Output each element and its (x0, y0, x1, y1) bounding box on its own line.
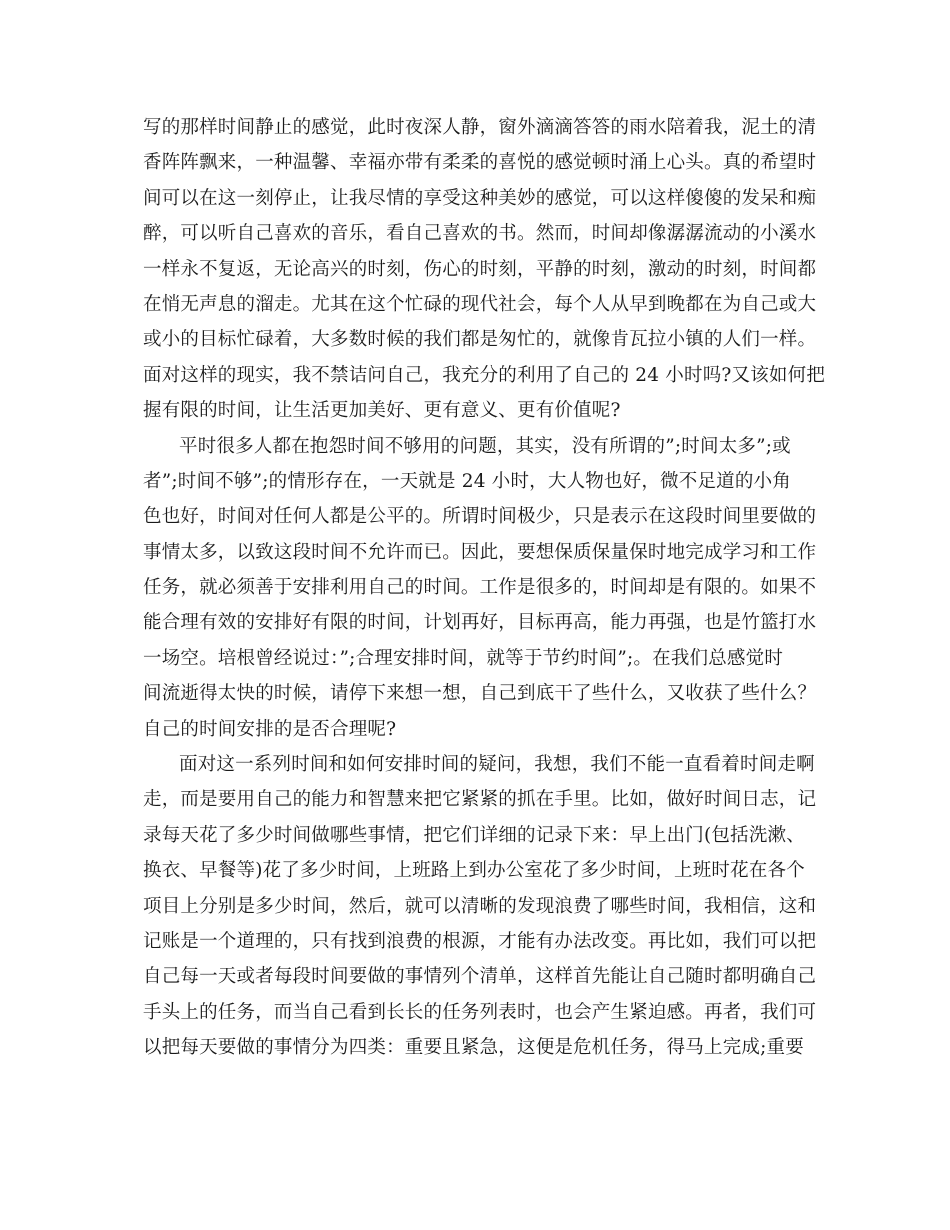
text-line: 手头上的任务，而当自己看到长长的任务列表时，也会产生紧迫感。再者，我们可 (143, 1001, 817, 1023)
text-line: 走，而是要用自己的能力和智慧来把它紧紧的抓在手里。比如，做好时间日志，记 (143, 789, 817, 811)
text-line: 自己的时间安排的是否合理呢? (143, 718, 397, 740)
text-line: 在悄无声息的溜走。尤其在这个忙碌的现代社会，每个人从早到晚都在为自己或大 (143, 293, 817, 315)
paragraph-first-line: 面对这一系列时间和如何安排时间的疑问，我想，我们不能一直看着时间走啊 (179, 754, 815, 776)
text-line: 录每天花了多少时间做哪些事情，把它们详细的记录下来：早上出门(包括洗漱、 (143, 824, 805, 846)
text-line: 一场空。培根曾经说过：”;合理安排时间，就等于节约时间”;。在我们总感觉时 (143, 647, 784, 669)
text-line: 醉，可以听自己喜欢的音乐，看自己喜欢的书。然而，时间却像潺潺流动的小溪水 (143, 223, 817, 245)
text-line: 间流逝得太快的时候，请停下来想一想，自己到底干了些什么，又收获了些什么？ (143, 683, 817, 705)
paragraph-first-line: 平时很多人都在抱怨时间不够用的问题，其实，没有所谓的”;时间太多”;或 (179, 435, 791, 457)
text-line: 记账是一个道理的，只有找到浪费的根源，才能有办法改变。再比如，我们可以把 (143, 930, 817, 952)
text-line: 以把每天要做的事情分为四类：重要且紧急，这便是危机任务，得马上完成;重要 (143, 1037, 804, 1059)
text-line: 项目上分别是多少时间，然后，就可以清晰的发现浪费了哪些时间，我相信，这和 (143, 895, 817, 917)
text-line: 香阵阵飘来，一种温馨、幸福亦带有柔柔的喜悦的感觉顿时涌上心头。真的希望时 (143, 152, 817, 174)
text-line: 任务，就必须善于安排利用自己的时间。工作是很多的，时间却是有限的。如果不 (143, 577, 817, 599)
text-line: 写的那样时间静止的感觉，此时夜深人静，窗外滴滴答答的雨水陪着我，泥土的清 (143, 117, 817, 138)
text-line: 自己每一天或者每段时间要做的事情列个清单，这样首先能让自己随时都明确自己 (143, 966, 817, 988)
text-line: 色也好，时间对任何人都是公平的。所谓时间极少，只是表示在这段时间里要做的 (143, 506, 817, 528)
text-line: 间可以在这一刻停止，让我尽情的享受这种美妙的感觉，可以这样傻傻的发呆和痴 (143, 187, 817, 209)
text-line: 一样永不复返，无论高兴的时刻，伤心的时刻，平静的时刻，激动的时刻，时间都 (143, 258, 817, 280)
text-line: 面对这样的现实，我不禁诘问自己，我充分的利用了自己的 24 小时吗?又该如何把 (143, 364, 826, 386)
text-line: 换衣、早餐等)花了多少时间，上班路上到办公室花了多少时间，上班时花在各个 (143, 860, 805, 882)
text-line: 或小的目标忙碌着，大多数时候的我们都是匆忙的，就像肯瓦拉小镇的人们一样。 (143, 329, 817, 351)
text-line: 能合理有效的安排好有限的时间，计划再好，目标再高，能力再强，也是竹篮打水 (143, 612, 817, 634)
text-line: 握有限的时间，让生活更加美好、更有意义、更有价值呢? (143, 400, 621, 422)
text-line: 事情太多，以致这段时间不允许而已。因此，要想保质保量保时地完成学习和工作 (143, 541, 817, 563)
text-line: 者”;时间不够”;的情形存在，一天就是 24 小时，大人物也好，微不足道的小角 (143, 470, 791, 492)
body-text (143, 110, 826, 1066)
